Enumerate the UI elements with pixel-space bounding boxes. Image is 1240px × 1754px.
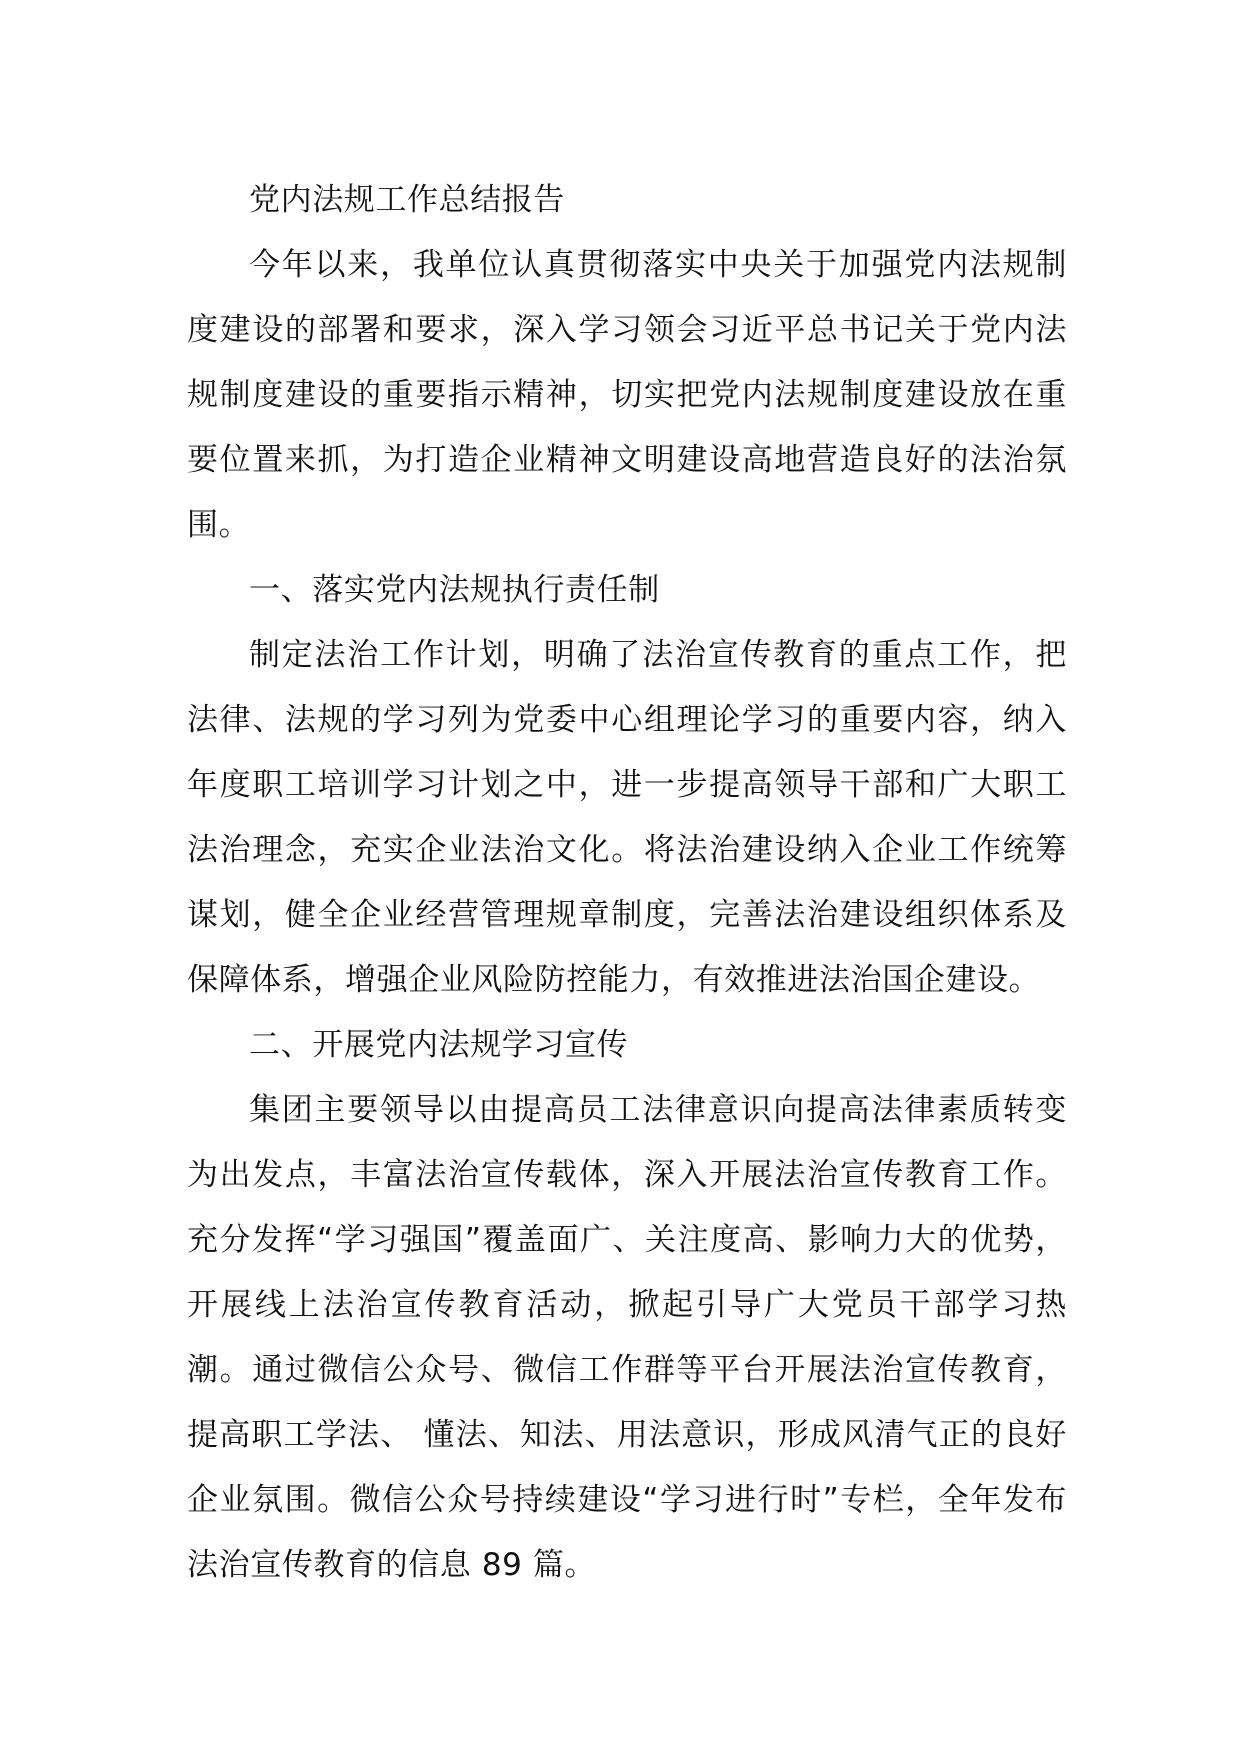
document-title: 党内法规工作总结报告 [249, 182, 565, 218]
section-heading-2: 二、开展党内法规学习宣传 [249, 1027, 629, 1063]
intro-paragraph: 今年以来，我单位认真贯彻落实中央关于加强党内法规制度建设的部署和要求，深入学习领会习近平总书记关于党内法规制度建设的重要指示精神，切实把党内法规制度建设放在重要位置来抓，为打造企业精神文明建设高地营造良好的法治氛围。 [187, 247, 1067, 543]
section-2-paragraph: 集团主要领导以由提高员工法律意识向提高法律素质转变为出发点，丰富法治宣传载体，深入开展法治宣传教育工作。充分发挥“学习强国”覆盖面广、关注度高、影响力大的优势，开展线上法治宣传教育活动，掀起引导广大党员干部学习热潮。通过微信公众号、微信工作群等平台开展法治宣传教育，提高职工学法、 懂法、知法、用法意识，形成风清气正的良好企业氛围。微信公众号持续建设“学习进行时”专栏，全年发布法治宣传教育的信息 89 篇。 [187, 1092, 1067, 1583]
section-1-paragraph: 制定法治工作计划，明确了法治宣传教育的重点工作，把法律、法规的学习列为党委中心组理论学习的重要内容，纳入年度职工培训学习计划之中，进一步提高领导干部和广大职工法治理念，充实企业法治文化。将法治建设纳入企业工作统筹谋划，健全企业经营管理规章制度，完善法治建设组织体系及保障体系，增强企业风险防控能力，有效推进法治国企建设。 [187, 637, 1067, 998]
section-heading-1: 一、落实党内法规执行责任制 [249, 572, 660, 608]
document-body [187, 168, 1067, 1598]
